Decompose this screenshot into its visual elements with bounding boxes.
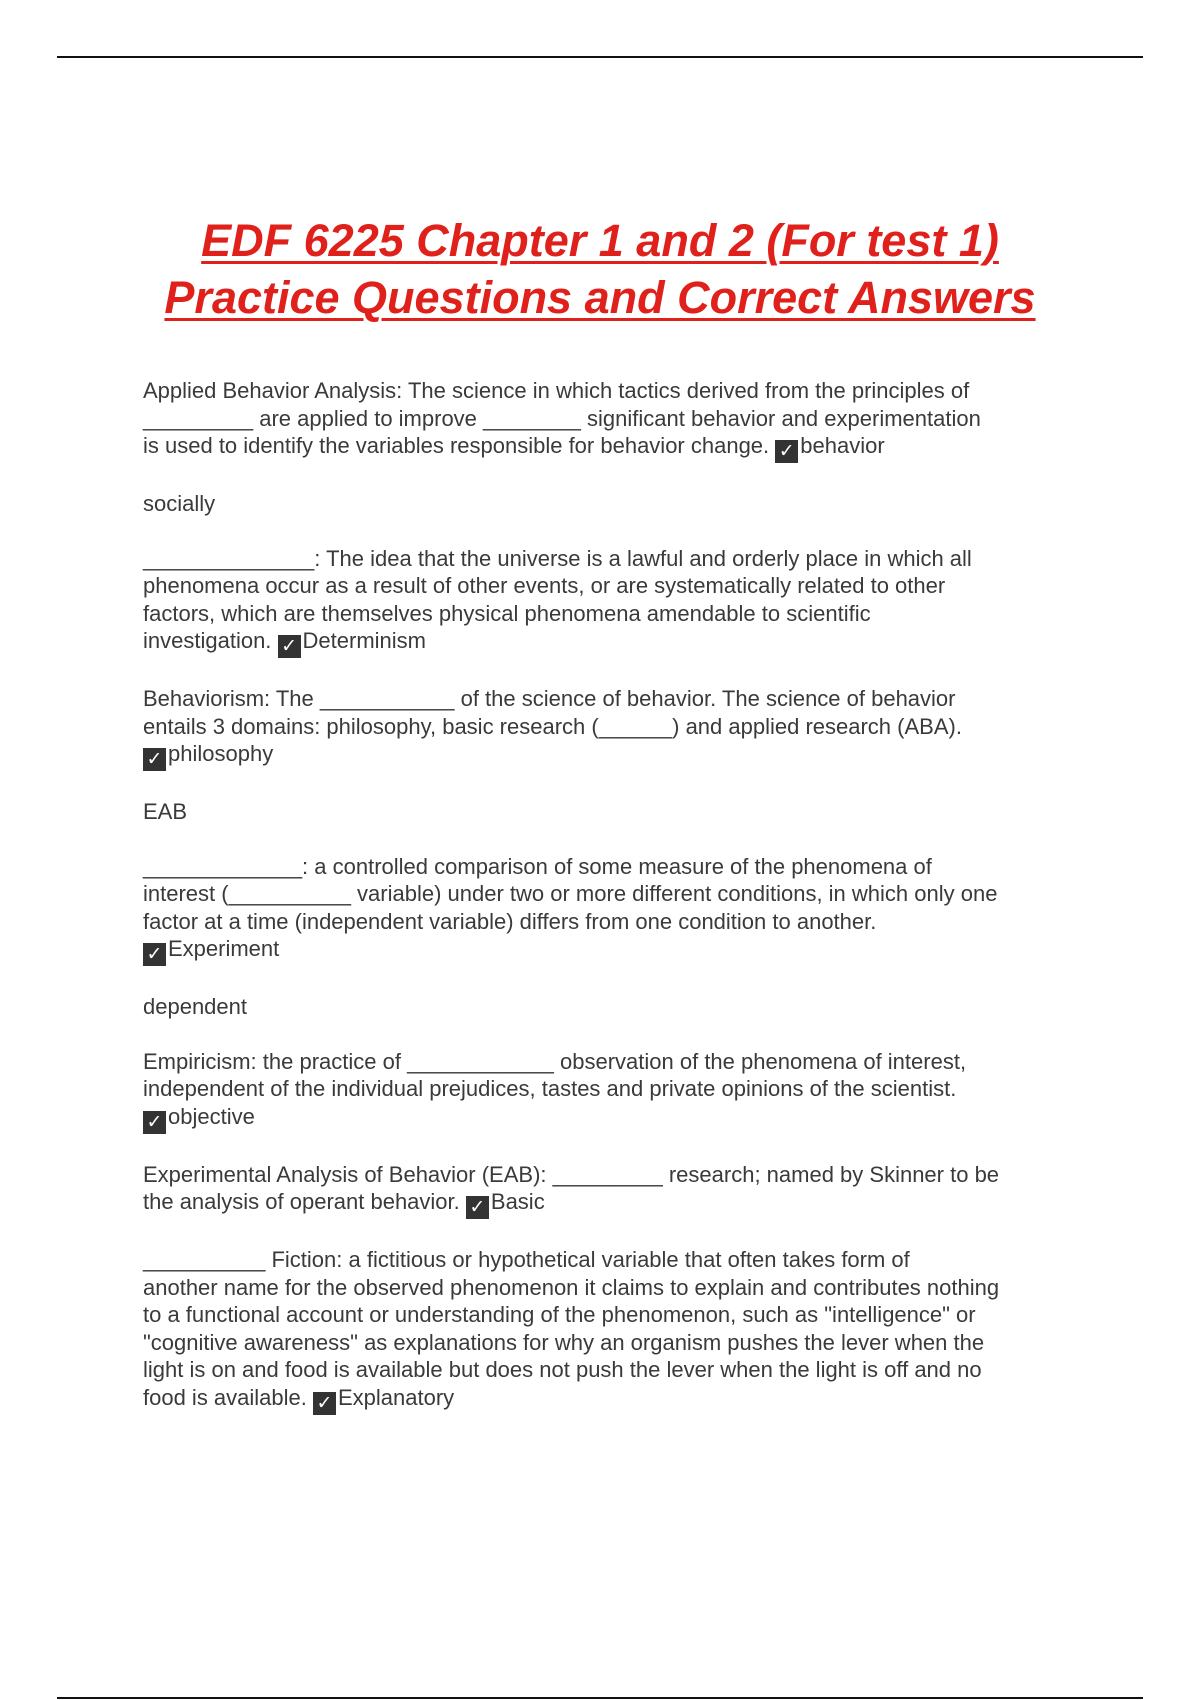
question-block: [143, 1246, 1063, 1415]
question-line: [143, 377, 1063, 405]
answer-text: Explanatory: [338, 1384, 455, 1410]
question-line: [143, 853, 1063, 881]
question-text: investigation.: [143, 628, 278, 653]
question-block: [143, 1048, 1063, 1134]
question-block: [143, 993, 1063, 1021]
bottom-divider: [57, 1697, 1143, 1699]
question-line: [143, 880, 1063, 908]
question-text: to a functional account or understanding of the phenomenon, such as "intelligence" or: [143, 1302, 976, 1327]
question-line: [143, 798, 1063, 826]
question-line: [143, 685, 1063, 713]
question-block: [143, 798, 1063, 826]
question-text: factors, which are themselves physical phenomena amendable to scientific: [143, 600, 871, 626]
question-text: the analysis of operant behavior.: [143, 1189, 466, 1214]
question-line: [143, 627, 1063, 658]
top-divider: [57, 56, 1143, 58]
question-text: EAB: [143, 799, 188, 824]
question-line: [143, 1075, 1063, 1103]
question-line: [143, 1384, 1063, 1415]
question-block: [143, 545, 1063, 659]
question-line: [143, 713, 1063, 741]
checkmark-icon: [143, 943, 166, 966]
question-block: [143, 377, 1063, 463]
question-block: [143, 685, 1063, 771]
answer-text: philosophy: [168, 741, 274, 766]
question-line: [143, 935, 1063, 966]
question-line: [143, 993, 1063, 1021]
title-line-1: EDF 6225 Chapter 1 and 2 (For test 1): [201, 215, 999, 266]
question-text: __________ Fiction: a fictitious or hypothetical variable that often takes form of: [143, 1247, 910, 1272]
question-text: _____________: a controlled comparison of some measure of the phenomena of: [143, 853, 932, 879]
question-line: [143, 572, 1063, 600]
question-text: _________ are applied to improve ________ significant behavior and experimentation: [143, 405, 981, 431]
question-line: [143, 1161, 1063, 1189]
question-text: Applied Behavior Analysis: The science in which tactics derived from the principles of: [143, 378, 970, 403]
question-text: phenomena occur as a result of other events, or are systematically related to other: [143, 573, 946, 598]
question-line: [143, 1048, 1063, 1076]
question-text: Experimental Analysis of Behavior (EAB): _________ research; named by Skinner to be: [143, 1161, 1000, 1187]
answer-text: Determinism: [302, 628, 426, 653]
answer-text: Basic: [490, 1189, 545, 1214]
checkmark-icon: [775, 440, 798, 463]
question-text: Behaviorism: The ___________ of the science of behavior. The science of behavior: [143, 686, 956, 711]
question-text: food is available.: [143, 1384, 313, 1410]
answer-text: objective: [168, 1103, 255, 1129]
checkmark-icon: [313, 1392, 336, 1415]
question-line: [143, 1356, 1063, 1384]
question-line: [143, 1301, 1063, 1329]
question-line: [143, 1188, 1063, 1219]
checkmark-icon: [143, 1111, 166, 1134]
question-text: interest (__________ variable) under two or more different conditions, in which only one: [143, 881, 998, 906]
question-text: independent of the individual prejudices, tastes and private opinions of the scientist.: [143, 1076, 957, 1101]
question-line: [143, 490, 1063, 518]
question-text: socially: [143, 491, 216, 516]
question-text: Empiricism: the practice of ____________ observation of the phenomena of interest,: [143, 1048, 967, 1074]
question-text: dependent: [143, 994, 247, 1019]
answer-text: Experiment: [168, 936, 280, 961]
question-line: [143, 908, 1063, 936]
checkmark-icon: [278, 635, 301, 658]
question-text: light is on and food is available but does not push the lever when the light is off and no: [143, 1357, 982, 1382]
answer-text: behavior: [800, 433, 885, 458]
title-line-2: Practice Questions and Correct Answers: [164, 272, 1036, 323]
question-line: [143, 740, 1063, 771]
checkmark-icon: [466, 1196, 489, 1219]
question-line: [143, 405, 1063, 433]
question-line: [143, 1103, 1063, 1134]
question-text: is used to identify the variables responsible for behavior change.: [143, 433, 776, 458]
question-line: [143, 1274, 1063, 1302]
question-text: "cognitive awareness" as explanations for why an organism pushes the lever when the: [143, 1329, 985, 1355]
question-text: ______________: The idea that the universe is a lawful and orderly place in which all: [143, 545, 972, 571]
question-line: [143, 600, 1063, 628]
question-line: [143, 1329, 1063, 1357]
question-block: [143, 853, 1063, 967]
page-title: [0, 212, 1200, 326]
question-list: [143, 377, 1063, 1442]
question-text: entails 3 domains: philosophy, basic research (______) and applied research (ABA).: [143, 713, 962, 739]
question-text: another name for the observed phenomenon it claims to explain and contributes nothing: [143, 1274, 1000, 1300]
question-line: [143, 545, 1063, 573]
question-line: [143, 1246, 1063, 1274]
question-block: [143, 490, 1063, 518]
question-text: factor at a time (independent variable) differs from one condition to another.: [143, 908, 877, 934]
checkmark-icon: [143, 748, 166, 771]
question-line: [143, 432, 1063, 463]
question-block: [143, 1161, 1063, 1220]
